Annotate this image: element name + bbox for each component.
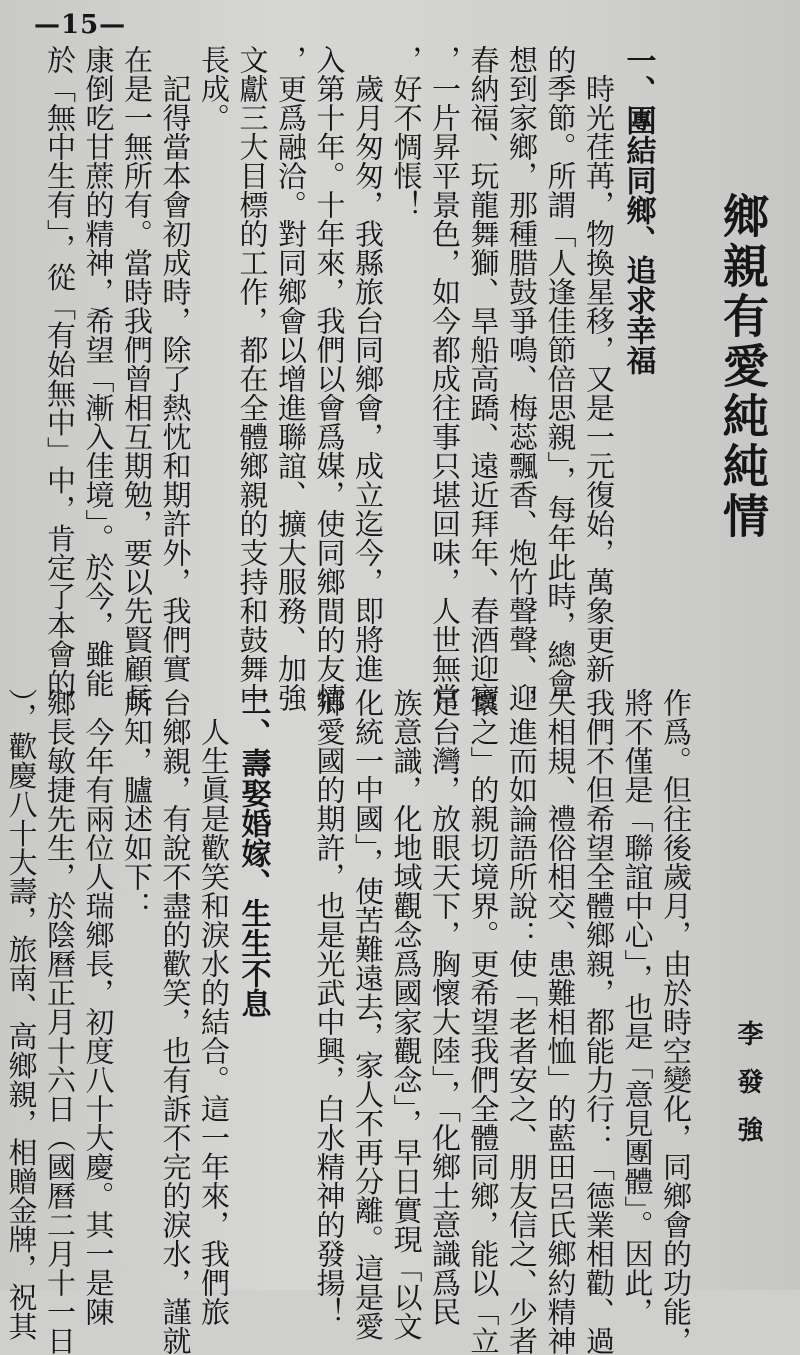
text-column: 康倒吃甘蔗的精神，希望「漸入佳境」。於今，雖能 xyxy=(81,45,116,698)
text-column: 足台灣，放眼天下，胸懷大陸」，「化鄉土意識爲民 xyxy=(428,688,462,1326)
body-text-top xyxy=(35,45,695,712)
text-column: 懷之」的親切境界。更希望我們全體同鄉，能以「立 xyxy=(466,688,501,1355)
page-number: —15— xyxy=(34,10,127,40)
text-column: 時光荏苒，物換星移，又是一元復始，萬象更新 xyxy=(582,45,616,683)
text-column: 想到家鄉，那種腊鼓爭鳴、梅蕊飄香、炮竹聲聲、迎 xyxy=(505,45,539,712)
text-column: 長成。 xyxy=(197,45,231,132)
text-column: 二、壽娶婚嫁、生生不息 xyxy=(235,688,271,1018)
text-column: 今年有兩位人瑞鄉長，初度八十大慶。其一是陳 xyxy=(81,688,116,1326)
text-column: 入第十年。十年來，我們以會爲媒，使同鄉間的友情 xyxy=(312,45,347,712)
text-column: 歲月匆匆，我縣旅台同鄉會，成立迄今，即將進 xyxy=(351,45,385,683)
text-column: 台鄉親，有說不盡的歡笑，也有訴不完的淚水，謹就 xyxy=(158,688,193,1355)
text-column: 文獻三大目標的工作，都在全體鄉親的支持和鼓舞中 xyxy=(235,45,270,712)
text-column: 失相規、禮俗相交、患難相恤」的藍田呂氏鄉約精神 xyxy=(543,688,578,1355)
text-column: 作爲。但往後歲月，由於時空變化，同鄉會的功能， xyxy=(659,688,693,1355)
text-column: ），歡慶八十大壽，旅南、高鄉親，相贈金牌，祝其 xyxy=(4,688,39,1341)
text-column: ，一片昇平景色，如今都成往事只堪回味，人世無常 xyxy=(428,45,462,712)
blank-column xyxy=(657,45,696,645)
text-column: ，更爲融洽。對同鄉會以增進聯誼、擴大服務、加強 xyxy=(274,45,308,712)
author-name: 李發強 xyxy=(733,1020,763,1164)
text-column: 將不僅是「聯誼中心」，也是「意見團體」。因此， xyxy=(620,688,655,1326)
text-column: 春納福、玩龍舞獅、旱船高蹻、遠近拜年、春酒迎賓 xyxy=(466,45,501,712)
text-column: 記得當本會初成時，除了熱忱和期許外，我們實 xyxy=(158,45,193,683)
text-column: 人生眞是歡笑和淚水的結合。這一年來，我們旅 xyxy=(197,688,231,1326)
body-text-bottom xyxy=(4,688,695,1355)
text-column: 在是一無所有。當時我們曾相互期勉，要以先賢顧長 xyxy=(120,45,154,712)
text-column: 於「無中生有」，從「有始無中」中，肯定了本會的 xyxy=(43,45,77,698)
text-column: ，進而如論語所說：使「老者安之、朋友信之、少者 xyxy=(505,688,539,1355)
article-title: 鄉親有愛純純情 xyxy=(716,192,770,542)
text-column: 化統一中國」，使苦難遠去，家人不再分離。這是愛 xyxy=(351,688,385,1341)
text-column: ，好不惆悵！ xyxy=(389,45,424,219)
text-column: 族意識，化地域觀念爲國家觀念」，早日實現「以文 xyxy=(389,688,424,1341)
text-column: 我們不但希望全體鄉親，都能力行：「德業相勸、過 xyxy=(582,688,616,1355)
text-column: 鄉愛國的期許，也是光武中興，白水精神的發揚！ xyxy=(312,688,347,1326)
text-column: 鄉長敏捷先生，於陰曆正月十六日（國曆二月十一日 xyxy=(43,688,77,1355)
text-column: 的季節。所謂「人逢佳節倍思親」，每年此時，總會 xyxy=(543,45,578,698)
text-column: 所知，臚述如下： xyxy=(120,688,154,920)
text-column: 一、團結同鄉、追求幸福 xyxy=(620,45,656,375)
blank-column xyxy=(272,688,311,1278)
